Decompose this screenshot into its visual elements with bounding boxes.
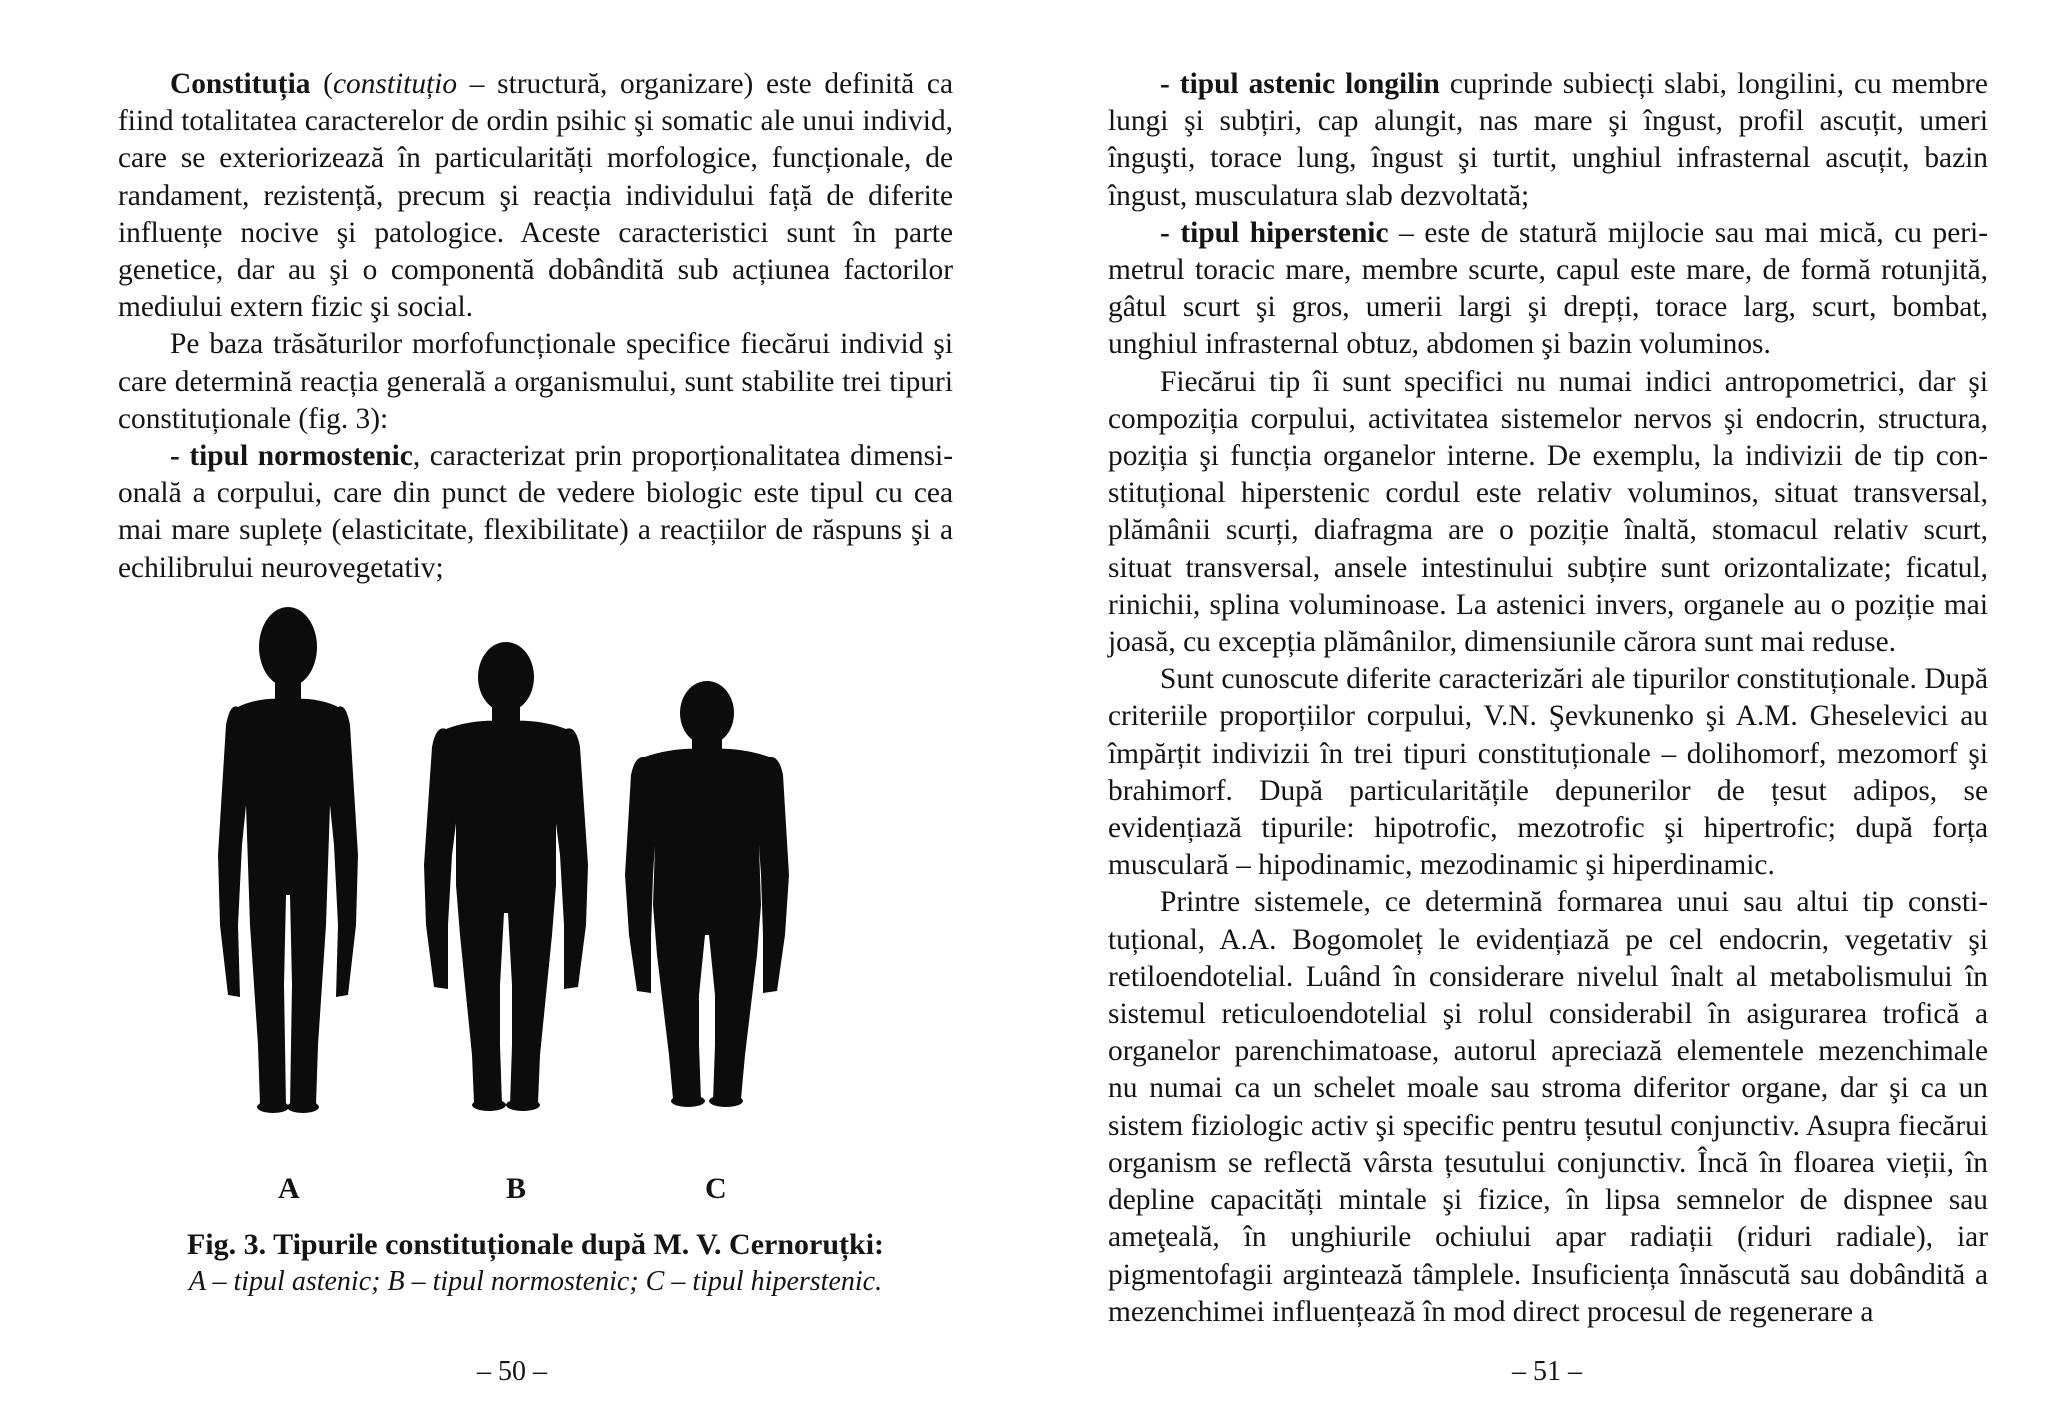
- paragraph-tipuri: Pe baza trăsăturilor morfofuncționale specifice fiecărui individ şi care determină reacția generală a organismului, sunt stabilite trei tipuri constituționale (fig. 3):: [118, 328, 953, 435]
- paragraph-normostenic: [118, 438, 953, 587]
- paren-open: (: [310, 68, 333, 100]
- latin-term: constituțio: [332, 68, 458, 100]
- paragraph-text: – este de statură mijlocie sau mai mică, cu perimetrul toracic mare, membre scurte, capul este mare, de formă rotunjită, gâtul scurt şi gros, umerii largi şi drepți, torace larg, scurt, bombat, unghiul infrasternal obtuz, abdomen şi bazin voluminos.: [1108, 216, 1988, 361]
- paragraph-astenic: [1108, 66, 1988, 215]
- silhouette-a: [218, 607, 358, 1113]
- paragraph-text: , caracterizat prin proporționalitatea dimensională a corpului, care din punct de vedere biologic este tipul cu cea mai mare suplețe (elasticitate, flexibilitate) a reacțiilor de răspuns şi a echilibrului neurovegetativ;: [118, 440, 953, 584]
- paragraph-text: – structură, organizare) este definită ca fiind totalitatea caracterelor de ordin psihic şi somatic ale unui individ, care se exteriorizează în particularități morfologice, funcționale, de randament, rezistență, precum şi reacția individului față de diferite influențe nocive şi patologice. Aceste caracteristici sunt în parte genetice, dar au şi o componentă dobândită sub acțiunea factorilor mediului extern fizic şi social.: [118, 68, 953, 324]
- figure-caption-title: Fig. 3. Tipurile constituționale după M. V. Cernoruțki:: [186, 1228, 885, 1261]
- figure-label-b: B: [506, 1172, 527, 1205]
- figure-label-a: A: [278, 1172, 300, 1205]
- body-silhouettes-image: [118, 595, 953, 1115]
- right-page: [1108, 66, 1988, 1331]
- term-astenic: - tipul astenic longilin: [1160, 68, 1440, 100]
- figure-label-c: C: [705, 1172, 727, 1205]
- paragraph-constitutie: [118, 66, 953, 326]
- page-number-right: – 51 –: [1512, 1356, 1582, 1387]
- silhouette-b: [424, 642, 588, 1111]
- left-page: [118, 66, 953, 1115]
- page-number-left: – 50 –: [477, 1356, 547, 1387]
- term-normostenic: - tipul normostenic: [170, 440, 413, 473]
- term-hiperstenic: - tipul hiperstenic: [1160, 216, 1389, 249]
- figure-body-types: [118, 595, 953, 1115]
- term-constitutia: Constituția: [170, 68, 311, 100]
- paragraph-indici: Fiecărui tip îi sunt specifici nu numai indici antropometrici, dar şi compoziția corpului, activitatea sistemelor nervos şi endocrin, structura, poziția şi funcția organelor interne. De exemplu, la indivizii de tip constituțional hiperstenic cordul este relativ voluminos, situat transversal, plămânii scurți, diafragma are o poziție înaltă, stomacul relativ scurt, situat transversal, ansele intestinului subțire sunt orizontalizate; ficatul, rinichii, splina voluminoase. La astenici invers, organele au o poziție mai joasă, cu excepția plămânilor, dimensiunile cărora sunt mai reduse.: [1108, 365, 1988, 659]
- silhouette-c: [625, 681, 789, 1107]
- paragraph-bogomolet: Printre sistemele, ce determină formarea unui sau altui tip constituțional, A.A. Bogomoleț le evidențiază pe cel endocrin, vegetativ şi retiloendotelial. Luând în considerare nivelul înalt al metabolismului în sistemul reticuloendotelial şi rolul considerabil în asigurarea trofică a organelor parenchimatoase, autorul apreciază elementele mezenchimale nu numai ca un schelet moale sau stroma diferitor organe, dar şi ca un sistem fiziologic activ şi specific pentru țesutul conjunctiv. Asupra fiecărui organism se reflectă vârsta țesutului conjunctiv. Încă în floarea vieții, în depline capacități mintale şi fizice, în lipsa semnelor de dispnee sau ameţeală, în unghiurile ochiului apar radiații (riduri radiale), iar pigmentofagii argintează tâmplele. Insuficiența înnăscută sau dobândită a mezenchimei influențează în mod direct procesul de regenerare a: [1108, 886, 1988, 1328]
- paragraph-hiperstenic: [1108, 215, 1988, 364]
- paragraph-caracterizari: Sunt cunoscute diferite caracterizări ale tipurilor constituționale. După criteriile proporțiilor corpului, V.N. Şevkunenko şi A.M. Gheselevici au împărțit indivizii în trei tipuri constituționale – dolihomorf, mezomorf şi brahimorf. După particularitățile depunerilor de țesut adipos, se evidențiază tipurile: hipotrofic, mezotrofic şi hipertrofic; după forța musculară – hipodinamic, mezodinamic şi hiperdinamic.: [1108, 663, 1988, 882]
- paragraph-text: cuprinde subiecți slabi, longilini, cu membre lungi şi subțiri, cap alungit, nas mare şi îngust, profil ascuțit, umeri înguşti, torace lung, îngust şi turtit, unghiul infrasternal ascuțit, bazin îngust, musculatura slab dezvoltată;: [1108, 68, 1988, 212]
- figure-caption-legend: A – tipul astenic; B – tipul normostenic; C – tipul hiperstenic.: [188, 1266, 883, 1297]
